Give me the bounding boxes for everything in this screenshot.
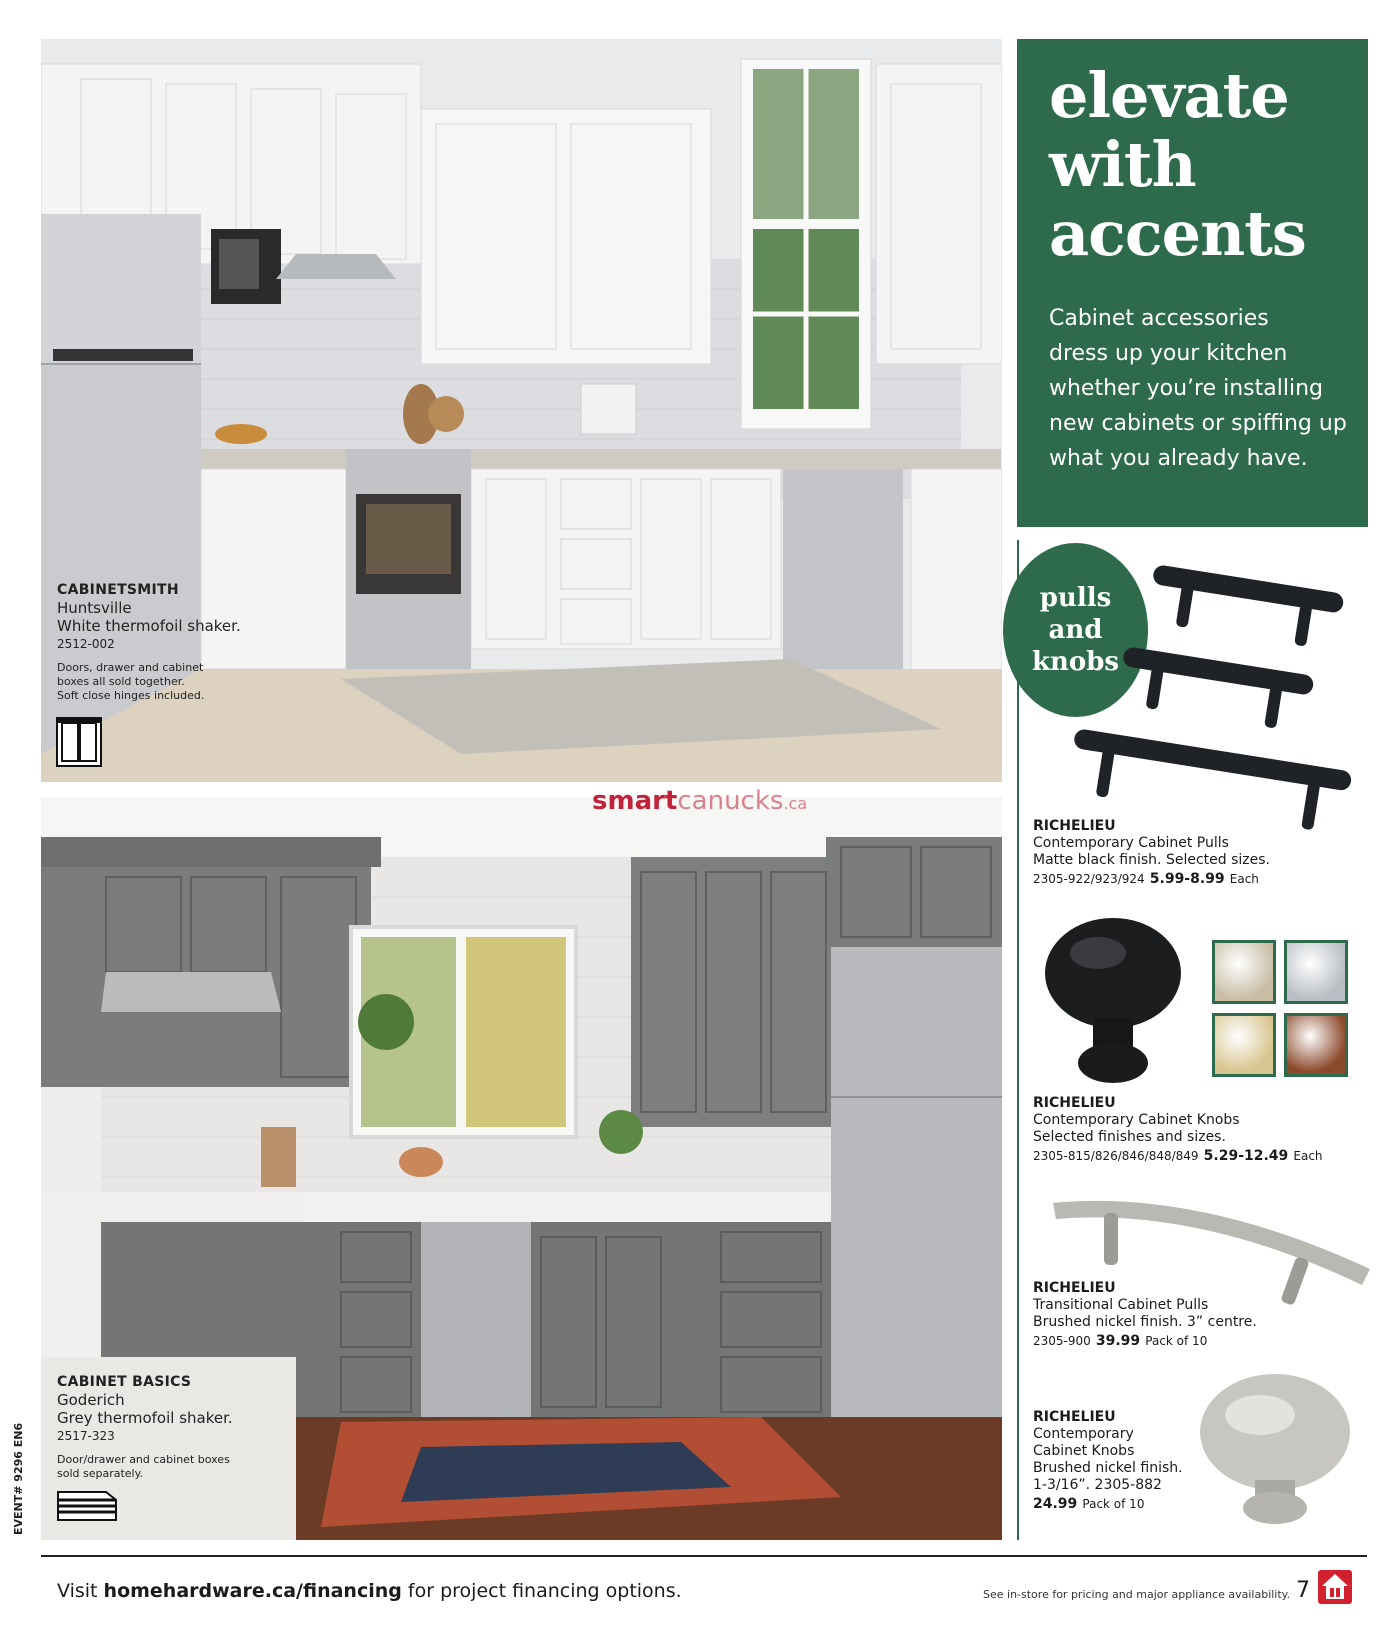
product-brand: RICHELIEU: [1033, 818, 1116, 834]
product-desc: Selected finishes and sizes.: [1033, 1129, 1226, 1145]
watermark-part-1: smart: [592, 786, 678, 816]
product-brand: RICHELIEU: [1033, 1280, 1116, 1296]
swatch-brass: [1212, 1013, 1276, 1077]
swatch-chrome: [1284, 940, 1348, 1004]
product-desc: 1-3/16”. 2305-882: [1033, 1477, 1162, 1493]
product-black-pulls: [1033, 818, 1270, 888]
top-kitchen-sku: 2512-002: [57, 636, 115, 651]
flat-pack-icon: [56, 1490, 118, 1527]
product-sku: 2305-900: [1033, 1334, 1091, 1348]
headline-line-2: with: [1049, 128, 1196, 201]
footer-financing: [57, 1580, 682, 1602]
top-note-line-1: Doors, drawer and cabinet: [57, 661, 204, 675]
product-price: 5.99-8.99: [1149, 871, 1225, 887]
blurb-line-1: Cabinet accessories: [1049, 306, 1269, 331]
top-kitchen-finish: White thermofoil shaker.: [57, 616, 241, 635]
product-unit: Each: [1229, 872, 1259, 886]
black-knob-image: [1038, 918, 1198, 1093]
promo-blurb: [1049, 301, 1354, 476]
product-transitional-pulls: [1033, 1280, 1257, 1350]
bottom-kitchen-sku: 2517-323: [57, 1428, 115, 1443]
product-brand: RICHELIEU: [1033, 1409, 1116, 1425]
bottom-kitchen-finish: Grey thermofoil shaker.: [57, 1408, 233, 1427]
column-divider: [1017, 540, 1019, 1540]
swatch-bronze: [1284, 1013, 1348, 1077]
page-number: 7: [1296, 1578, 1310, 1603]
badge-line-3: knobs: [1031, 647, 1120, 677]
footer-rule: [41, 1555, 1367, 1557]
product-brand: RICHELIEU: [1033, 1095, 1116, 1111]
watermark: [592, 786, 807, 816]
product-contemporary-knobs: [1033, 1095, 1323, 1165]
promo-panel: [1017, 39, 1368, 527]
top-note-line-2: boxes all sold together.: [57, 674, 185, 688]
bottom-kitchen-caption: [57, 1374, 233, 1481]
swatch-brushed-nickel: [1212, 940, 1276, 1004]
product-desc: Brushed nickel finish. 3” centre.: [1033, 1314, 1257, 1330]
blurb-line-5: what you already have.: [1049, 446, 1308, 471]
product-desc: Cabinet Knobs: [1033, 1443, 1135, 1459]
product-price: 39.99: [1095, 1333, 1141, 1349]
event-code: EVENT# 9296 EN6: [12, 1422, 25, 1535]
product-unit: Each: [1293, 1149, 1323, 1163]
blurb-line-4: new cabinets or spiffing up: [1049, 411, 1347, 436]
financing-link[interactable]: homehardware.ca/financing: [103, 1580, 402, 1602]
product-desc: Contemporary Cabinet Knobs: [1033, 1112, 1240, 1128]
top-kitchen-collection: Huntsville: [57, 598, 132, 617]
footer-disclaimer: See in-store for pricing and major appliance availability.: [983, 1588, 1291, 1601]
product-unit: Pack of 10: [1145, 1334, 1208, 1348]
product-desc: Transitional Cabinet Pulls: [1033, 1297, 1209, 1313]
top-kitchen-note: [57, 661, 241, 702]
product-sku: 2305-815/826/846/848/849: [1033, 1149, 1199, 1163]
product-nickel-knobs: [1033, 1409, 1183, 1513]
top-kitchen-brand: CABINETSMITH: [57, 582, 179, 598]
bottom-note-line-2: sold separately.: [57, 1466, 144, 1480]
top-note-line-3: Soft close hinges included.: [57, 688, 205, 702]
product-price: 5.29-12.49: [1203, 1148, 1289, 1164]
bottom-kitchen-note: [57, 1453, 233, 1481]
product-price: 24.99: [1033, 1496, 1078, 1512]
bottom-note-line-1: Door/drawer and cabinet boxes: [57, 1453, 230, 1467]
black-pulls-image: [1070, 556, 1360, 851]
headline-line-1: elevate: [1049, 59, 1289, 132]
badge-line-2: and: [1048, 615, 1103, 645]
footer-visit: Visit: [57, 1580, 98, 1602]
product-unit: Pack of 10: [1082, 1497, 1145, 1511]
bottom-kitchen-collection: Goderich: [57, 1390, 125, 1409]
watermark-part-2: canucks: [677, 786, 784, 816]
promo-headline: [1049, 61, 1306, 268]
product-desc: Contemporary: [1033, 1426, 1134, 1442]
product-desc: Brushed nickel finish.: [1033, 1460, 1183, 1476]
product-desc: Contemporary Cabinet Pulls: [1033, 835, 1229, 851]
watermark-part-3: .ca: [783, 794, 808, 813]
bottom-kitchen-brand: CABINET BASICS: [57, 1374, 192, 1390]
blurb-line-3: whether you’re installing: [1049, 376, 1323, 401]
blurb-line-2: dress up your kitchen: [1049, 341, 1288, 366]
headline-line-3: accents: [1049, 197, 1306, 270]
complete-cabinet-icon: [56, 717, 102, 772]
top-kitchen-caption: [57, 582, 241, 702]
badge-line-1: pulls: [1039, 583, 1112, 613]
home-hardware-logo: [1318, 1570, 1352, 1604]
nickel-knob-image: [1195, 1370, 1355, 1535]
product-desc: Matte black finish. Selected sizes.: [1033, 852, 1270, 868]
footer-rest: for project financing options.: [407, 1580, 682, 1602]
product-sku: 2305-922/923/924: [1033, 872, 1145, 886]
